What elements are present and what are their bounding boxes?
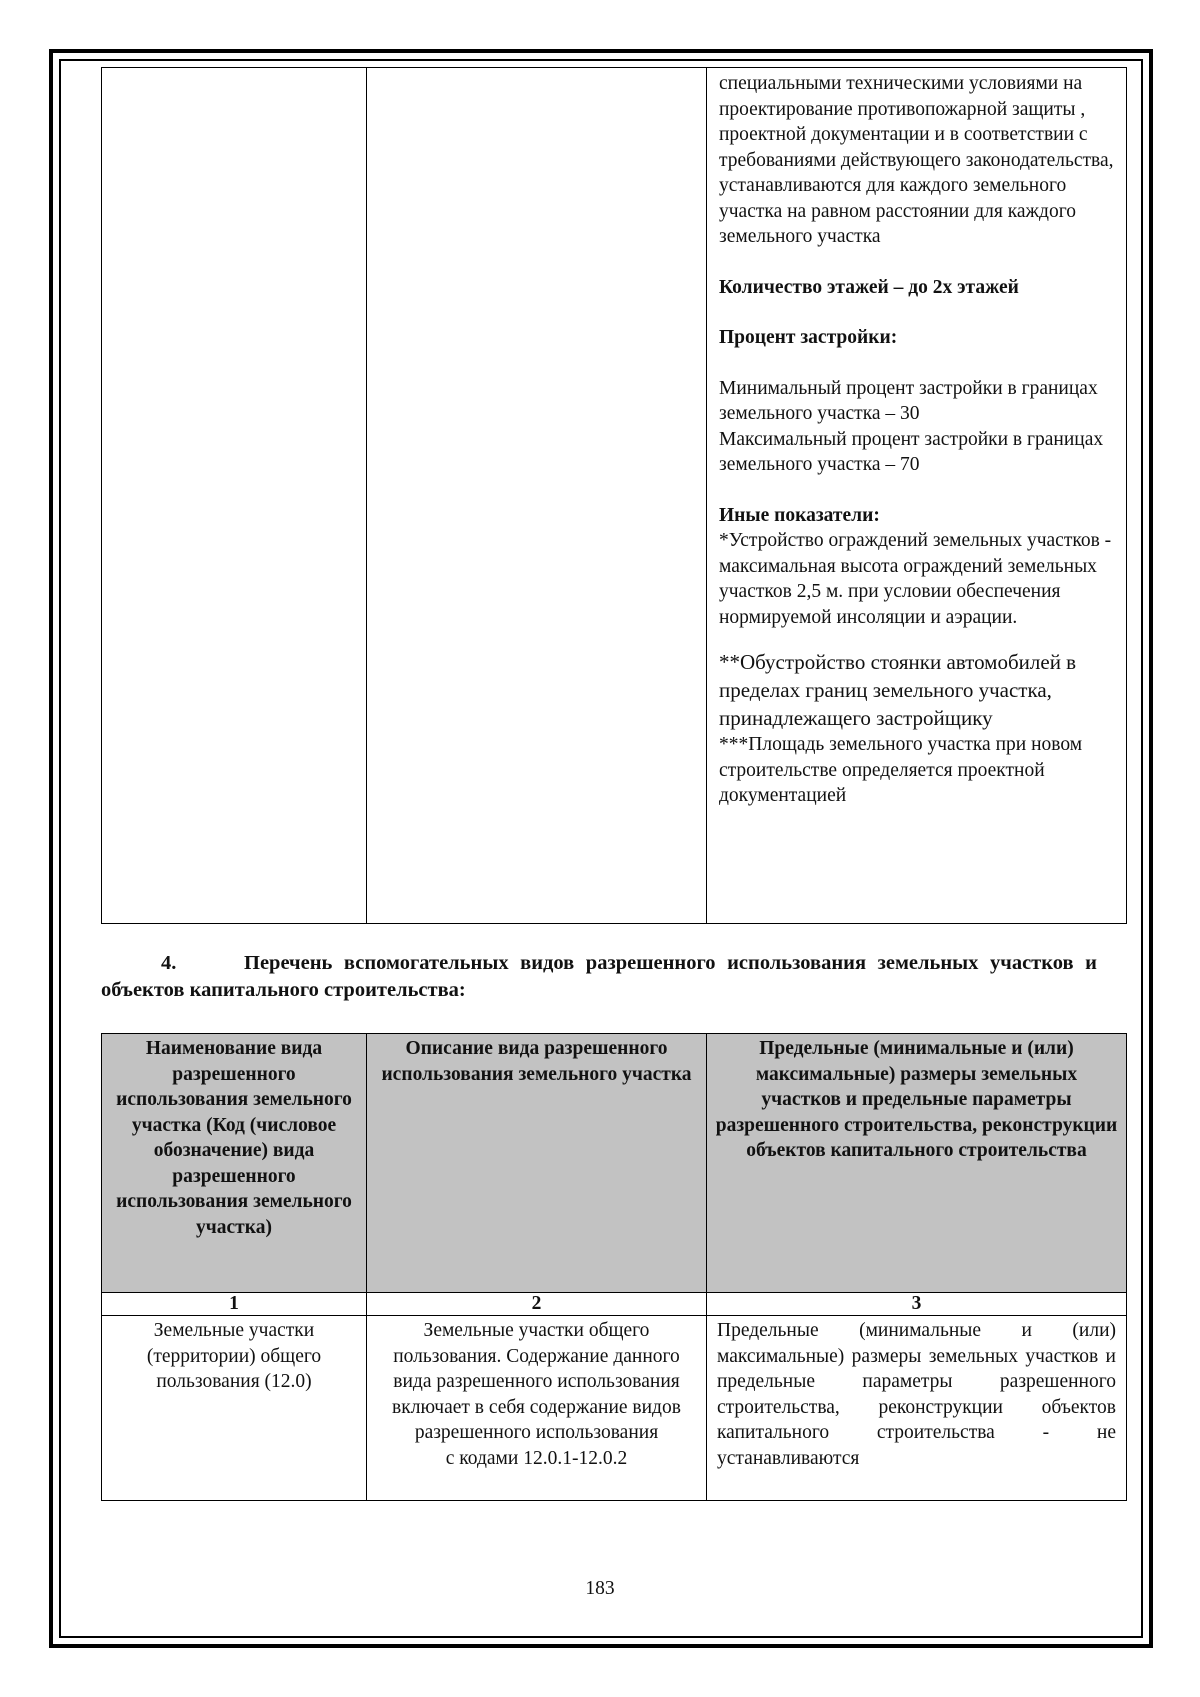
auxiliary-uses-table [101,1033,1127,1501]
continuation-table [101,67,1127,924]
section-heading [101,950,1097,1004]
column-number: 3 [707,1293,1127,1316]
table-row [102,1316,1127,1501]
section-number: 4. [161,952,177,974]
area-note: ***Площадь земельного участка при новом строительстве определяется проектной документацией [719,734,1083,806]
column-number: 2 [367,1293,707,1316]
other-heading: Иные показатели: [719,504,880,526]
parameters-cell [707,68,1127,924]
parameters-intro: специальными техническими условиями на проектирование противопожарной защиты , проектной документации и в соответствии с требованиями действующего законодательства, устанавливаются для каждого земельного участка на равном расстоянии для каждого земельного участка [719,73,1114,247]
use-description: Земельные участки общего пользования. Содержание данного вида разрешенного использования включает в себя содержание видов разрешенного использования [392,1320,681,1443]
header-name: Наименование вида разрешенного использования земельного участка (Код (числовое обозначение) вида разрешенного использования земельного участка) [102,1034,367,1293]
empty-cell-description [367,68,707,924]
empty-cell-name [102,68,367,924]
header-description: Описание вида разрешенного использования земельного участка [367,1034,707,1293]
use-description-cell [367,1316,707,1501]
page-number: 183 [585,1578,615,1599]
max-percent: Максимальный процент застройки в границах земельного участка – 70 [719,428,1104,475]
header-limits: Предельные (минимальные и (или) максимальные) размеры земельных участков и предельные параметры разрешенного строительства, реконструкции объектов капитального строительства [707,1034,1127,1293]
table-row [102,68,1127,924]
column-number-row [102,1293,1127,1316]
parking-note: **Обустройство стоянки автомобилей в пределах границ земельного участка, принадлежащего застройщику [719,650,1077,730]
use-description-codes: с кодами 12.0.1-12.0.2 [445,1447,628,1469]
use-name: Земельные участки (территории) общего пользования (12.0) [102,1316,367,1501]
table-header-row [102,1034,1127,1293]
min-percent: Минимальный процент застройки в границах земельного участка – 30 [719,377,1098,424]
section-title: Перечень вспомогательных видов разрешенного использования земельных участков и объектов капитального строительства: [101,952,1097,1001]
floors-limit: Количество этажей – до 2х этажей [719,276,1019,298]
fence-note: *Устройство ограждений земельных участков - максимальная высота ограждений земельных участков 2,5 м. при условии обеспечения нормируемой инсоляции и аэрации. [719,530,1112,628]
column-number: 1 [102,1293,367,1316]
percent-heading: Процент застройки: [719,327,898,348]
use-limits: Предельные (минимальные и (или) максимальные) размеры земельных участков и предельные параметры разрешенного строительства, реконструкции объектов капитального строительства - не устанавливаются [707,1316,1127,1501]
